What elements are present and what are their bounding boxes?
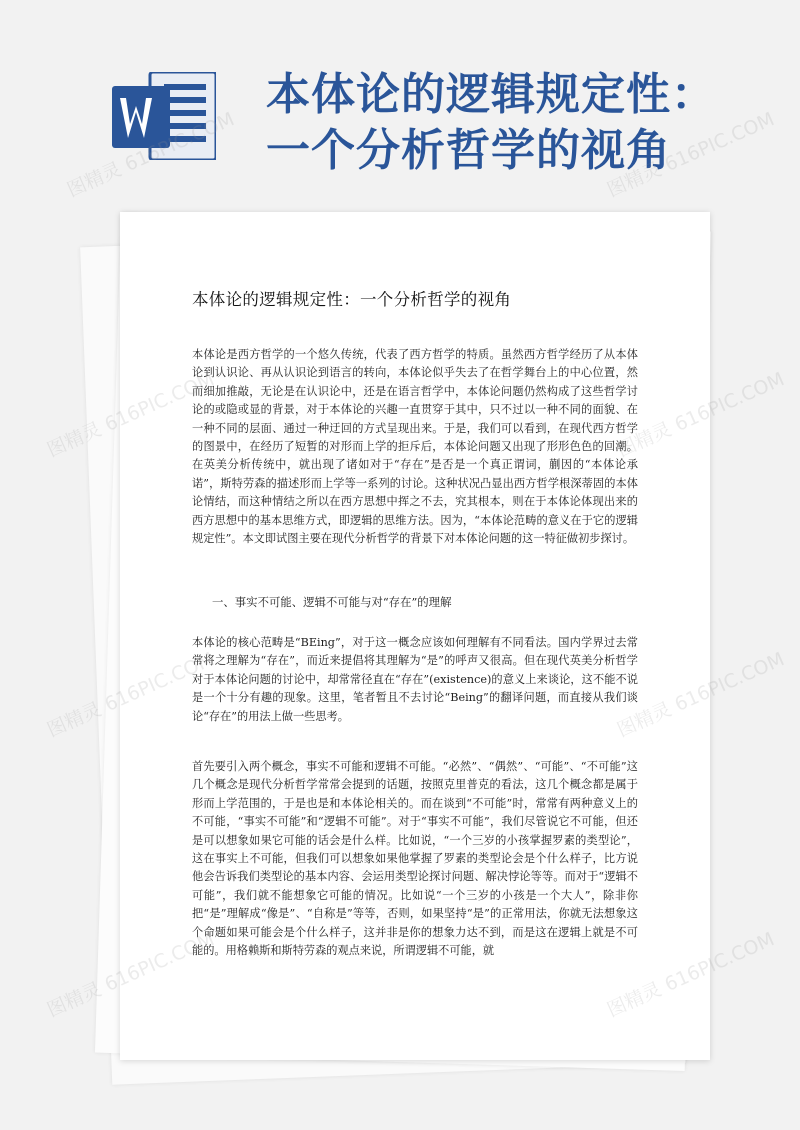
section-heading: 一、事实不可能、逻辑不可能与对“存在”的理解 — [212, 595, 452, 609]
banner — [0, 0, 800, 200]
watermark: 图精灵 — [43, 418, 105, 462]
document-title: 本体论的逻辑规定性：一个分析哲学的视角 — [192, 290, 512, 309]
watermark: 616PIC.COM — [661, 928, 778, 996]
paragraph-1: 本体论是西方哲学的一个悠久传统，代表了西方哲学的特质。虽然西方哲学经历了从本体论到认识论、再从认识论到语言的转向，本体论似乎失去了在哲学舞台上的中心位置，然而细加推敲，无论是在认识论中，还是在语言哲学中，本体论问题仍然构成了这些哲学讨论的或隐或显的背景，对于本体论的兴趣一直贯穿于其中，只不过以一种不同的面貌、在一种不同的层面、通过一种迂回的方式呈现出来。于是，我们可以看到，在现代西方哲学的图景中，在经历了短暂的对形而上学的拒斥后，本体论问题又出现了形形色色的回潮。在英美分析传统中，就出现了诸如对于“存在”是否是一个真正谓词，蒯因的“本体论承诺”，斯特劳森的描述形而上学等一系列的讨论。这种状况凸显出西方哲学根深蒂固的本体论情结，而这种情结之所以在西方思想中挥之不去，究其根本，则在于本体论体现出来的西方思想中的基本思维方式，即逻辑的思维方法。因为，“本体论范畴的意义在于它的逻辑规定性”。本文即试图主要在现代分析哲学的背景下对本体论问题的这一特征做初步探讨。 — [192, 348, 638, 546]
watermark: 图精灵 — [43, 698, 105, 742]
document-page — [120, 212, 710, 1060]
paragraph-2: 本体论的核心范畴是“BEing”，对于这一概念应该如何理解有不同看法。国内学界过去常常将之理解为“存在”，而近来提倡将其理解为“是”的呼声又很高。但在现代英美分析哲学对于本体论问题的讨论中，却常常径直在“存在”(existence)的意义上来谈论，这不能不说是一个十分有趣的现象。这里，笔者暂且不去讨论“Being”的翻译问题，而直接从我们谈论“存在”的用法上做一些思考。 — [192, 636, 638, 723]
banner-title-line2: 一个分析哲学的视角 — [266, 125, 671, 176]
paragraph-3: 首先要引入两个概念，事实不可能和逻辑不可能。“必然”、“偶然”、“可能”、“不可能”这几个概念是现代分析哲学常常会提到的话题，按照克里普克的看法，这几个概念都是属于形而上学范围的，于是也是和本体论相关的。而在谈到“不可能”时，常常有两种意义上的不可能，“事实不可能”和“逻辑不可能”。对于“事实不可能”，我们尽管说它不可能，但还是可以想象如果它可能的话会是什么样。比如说，“一个三岁的小孩掌握罗素的类型论”，这在事实上不可能，但我们可以想象如果他掌握了罗素的类型论会是个什么样子，比方说他会告诉我们类型论的基本内容、会运用类型论探讨问题、解决悖论等等。而对于“逻辑不可能”，我们就不能想象它可能的情况。比如说“一个三岁的小孩是一个大人”，除非你把“是”理解成“像是”、“自称是”等等，否则，如果坚持“是”的正常用法，你就无法想象这个命题如果可能会是个什么样子，这并非是你的想象力达不到，而是这在逻辑上就是不可能的。用格赖斯和斯特劳森的观点来说，所谓逻辑不可能，就 — [192, 760, 638, 958]
word-document-icon — [112, 72, 216, 160]
watermark: 616PIC.COM — [671, 368, 788, 436]
banner-title-line1: 本体论的逻辑规定性： — [266, 69, 716, 120]
watermark: 图精灵 616PIC.COM — [603, 108, 778, 202]
watermark: 图精灵 — [63, 158, 125, 202]
watermark: 616PIC.COM — [671, 648, 788, 716]
watermark: 图精灵 — [43, 978, 105, 1022]
